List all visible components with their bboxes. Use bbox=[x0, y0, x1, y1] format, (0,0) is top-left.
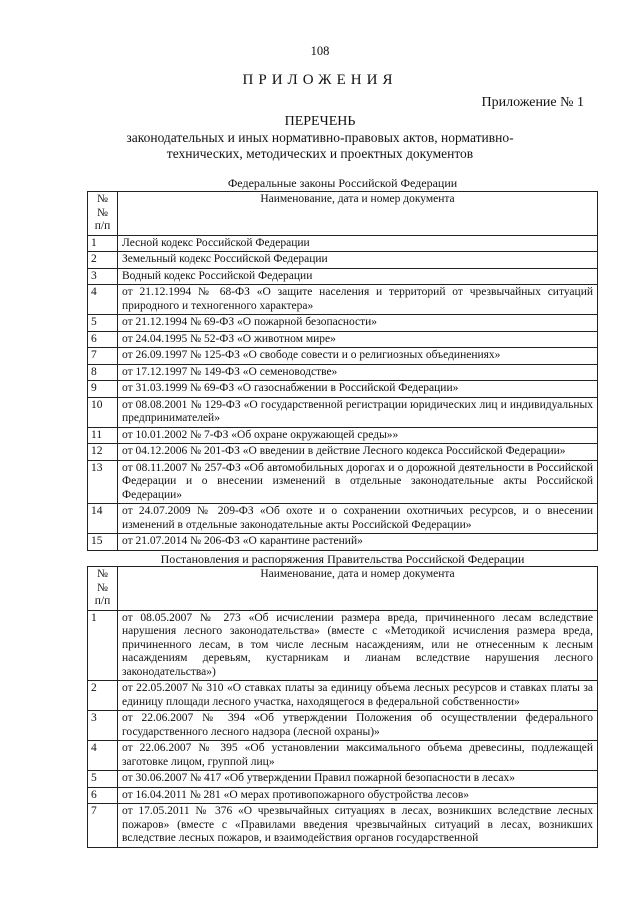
document-name: от 22.05.2007 № 310 «О ставках платы за единицу объема лесных ресурсов и ставках платы за единицу площади лесного участка, находящегося в федеральной собственности» bbox=[118, 681, 598, 711]
row-number: 11 bbox=[88, 427, 118, 444]
column-header-number-line1: №№ bbox=[97, 568, 108, 594]
page-number: 108 bbox=[310, 44, 330, 58]
row-number: 14 bbox=[88, 504, 118, 534]
table-header-row bbox=[88, 192, 598, 236]
column-header-number-line2: п/п bbox=[94, 220, 111, 232]
table-row bbox=[88, 460, 598, 504]
row-number: 15 bbox=[88, 534, 118, 551]
row-number: 12 bbox=[88, 444, 118, 461]
column-header-number bbox=[88, 192, 118, 236]
row-number: 3 bbox=[88, 711, 118, 741]
document-name: от 21.12.1994 № 69-ФЗ «О пожарной безопасности» bbox=[118, 315, 598, 332]
row-number: 1 bbox=[88, 235, 118, 252]
row-number: 9 bbox=[88, 381, 118, 398]
row-number: 6 bbox=[88, 331, 118, 348]
table-row bbox=[88, 534, 598, 551]
row-number: 10 bbox=[88, 397, 118, 427]
table-row bbox=[88, 771, 598, 788]
table-row bbox=[88, 315, 598, 332]
document-name: от 22.06.2007 № 395 «Об установлении максимального объема древесины, подлежащей заготовке лицом, группой лиц» bbox=[118, 741, 598, 771]
row-number: 5 bbox=[88, 771, 118, 788]
table-row bbox=[88, 381, 598, 398]
row-number: 4 bbox=[88, 741, 118, 771]
federal-laws-rows bbox=[88, 235, 598, 550]
table-row bbox=[88, 444, 598, 461]
federal-laws-table bbox=[87, 191, 598, 551]
document-name: Земельный кодекс Российской Федерации bbox=[118, 252, 598, 269]
government-decrees-caption: Постановления и распоряжения Правительства Российской Федерации bbox=[160, 552, 525, 566]
column-header-name: Наименование, дата и номер документа bbox=[118, 192, 598, 236]
table-row bbox=[88, 235, 598, 252]
row-number: 6 bbox=[88, 787, 118, 804]
document-name: от 30.06.2007 № 417 «Об утверждении Правил пожарной безопасности в лесах» bbox=[118, 771, 598, 788]
column-header-number-line1: №№ bbox=[97, 193, 108, 219]
government-decrees-rows bbox=[88, 610, 598, 847]
row-number: 4 bbox=[88, 285, 118, 315]
list-subtitle bbox=[0, 130, 640, 162]
table-row bbox=[88, 787, 598, 804]
column-header-name: Наименование, дата и номер документа bbox=[118, 567, 598, 611]
table-row bbox=[88, 331, 598, 348]
document-name: от 16.04.2011 № 281 «О мерах противопожарного обустройства лесов» bbox=[118, 787, 598, 804]
document-name: от 31.03.1999 № 69-ФЗ «О газоснабжении в Российской Федерации» bbox=[118, 381, 598, 398]
document-name: Водный кодекс Российской Федерации bbox=[118, 268, 598, 285]
document-name: Лесной кодекс Российской Федерации bbox=[118, 235, 598, 252]
table-row bbox=[88, 427, 598, 444]
table-row bbox=[88, 364, 598, 381]
row-number: 2 bbox=[88, 252, 118, 269]
table-header-row bbox=[88, 567, 598, 611]
row-number: 7 bbox=[88, 348, 118, 365]
document-name: от 21.12.1994 № 68-ФЗ «О защите населения и территорий от чрезвычайных ситуаций природного и техногенного характера» bbox=[118, 285, 598, 315]
table-row bbox=[88, 681, 598, 711]
table-row bbox=[88, 610, 598, 681]
table-row bbox=[88, 348, 598, 365]
table-row bbox=[88, 504, 598, 534]
row-number: 3 bbox=[88, 268, 118, 285]
document-name: от 21.07.2014 № 206-ФЗ «О карантине растений» bbox=[118, 534, 598, 551]
table-row bbox=[88, 285, 598, 315]
document-name: от 26.09.1997 № 125-ФЗ «О свободе совести и о религиозных объединениях» bbox=[118, 348, 598, 365]
column-header-number bbox=[88, 567, 118, 611]
column-header-number-line2: п/п bbox=[94, 595, 111, 607]
list-subtitle-line: законодательных и иных нормативно-правовых актов, нормативно- bbox=[126, 130, 514, 145]
row-number: 1 bbox=[88, 610, 118, 681]
document-name: от 17.12.1997 № 149-ФЗ «О семеноводстве» bbox=[118, 364, 598, 381]
table-row bbox=[88, 711, 598, 741]
table-row bbox=[88, 741, 598, 771]
list-title: ПЕРЕЧЕНЬ bbox=[284, 114, 356, 129]
appendix-label: Приложение № 1 bbox=[481, 95, 584, 110]
document-name: от 24.07.2009 № 209-ФЗ «Об охоте и о сохранении охотничьих ресурсов, и о внесении изменений в отдельные законодательные акты Российской Федерации» bbox=[118, 504, 598, 534]
document-name: от 08.08.2001 № 129-ФЗ «О государственной регистрации юридических лиц и индивидуальных предпринимателей» bbox=[118, 397, 598, 427]
federal-laws-caption: Федеральные законы Российской Федерации bbox=[227, 176, 458, 190]
document-name: от 17.05.2011 № 376 «О чрезвычайных ситуациях в лесах, возникших вследствие лесных пожаров» (вместе с «Правилами введения чрезвычайных ситуаций в лесах, возникших вследствие лесных пожаров, и взаимодействия органов государственной bbox=[118, 804, 598, 848]
row-number: 5 bbox=[88, 315, 118, 332]
row-number: 8 bbox=[88, 364, 118, 381]
table-row bbox=[88, 268, 598, 285]
document-name: от 08.11.2007 № 257-ФЗ «Об автомобильных дорогах и о дорожной деятельности в Российской Федерации и о внесении изменений в отдельные законодательные акты Российской Федерации» bbox=[118, 460, 598, 504]
table-row bbox=[88, 397, 598, 427]
document-name: от 24.04.1995 № 52-ФЗ «О животном мире» bbox=[118, 331, 598, 348]
document-name: от 10.01.2002 № 7-ФЗ «Об охране окружающей среды»» bbox=[118, 427, 598, 444]
document-name: от 04.12.2006 № 201-ФЗ «О введении в действие Лесного кодекса Российской Федерации» bbox=[118, 444, 598, 461]
document-name: от 22.06.2007 № 394 «Об утверждении Положения об осуществлении федерального государственного лесного надзора (лесной охраны)» bbox=[118, 711, 598, 741]
list-subtitle-line: технических, методических и проектных документов bbox=[166, 146, 474, 161]
table-row bbox=[88, 252, 598, 269]
table-row bbox=[88, 804, 598, 848]
row-number: 7 bbox=[88, 804, 118, 848]
page-title: ПРИЛОЖЕНИЯ bbox=[242, 72, 398, 88]
row-number: 2 bbox=[88, 681, 118, 711]
document-name: от 08.05.2007 № 273 «Об исчислении размера вреда, причиненного лесам вследствие нарушения лесного законодательства» (вместе с «Методикой исчисления размера вреда, причиненного лесам, в том числе лесным насаждениям, или не отнесенным к лесным насаждениям деревьям, кустарникам и лианам вследствие нарушения лесного законодательства») bbox=[118, 610, 598, 681]
row-number: 13 bbox=[88, 460, 118, 504]
government-decrees-table bbox=[87, 566, 598, 848]
